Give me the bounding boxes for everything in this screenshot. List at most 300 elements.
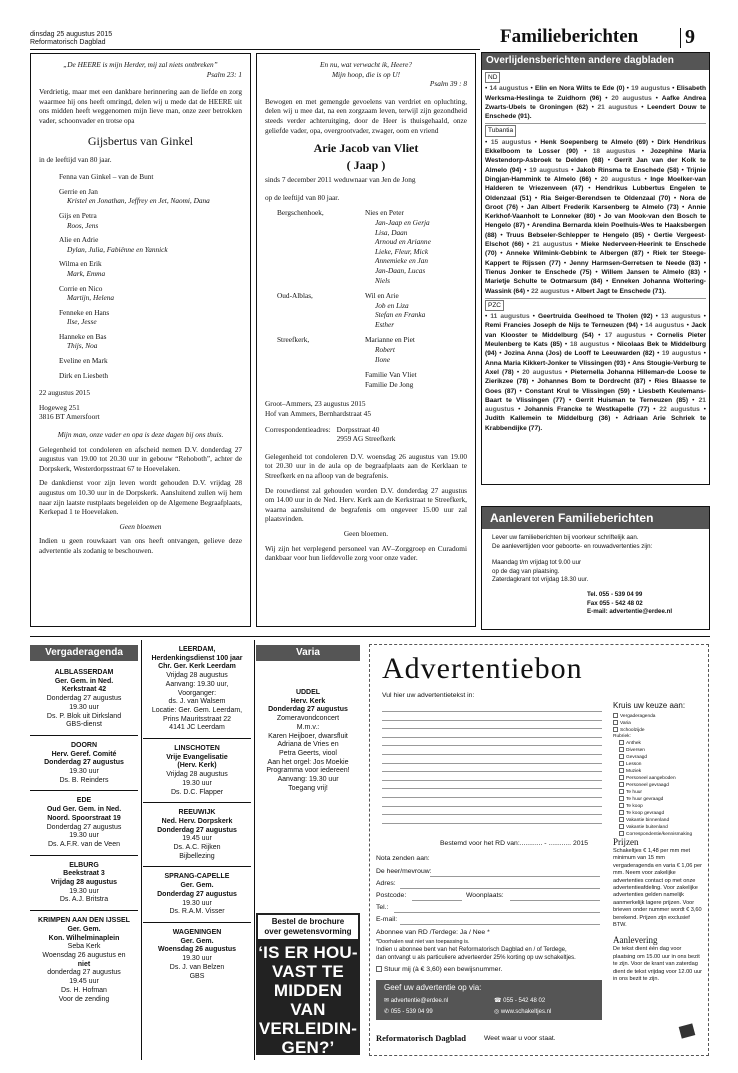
proof-copy-option[interactable] [376,965,502,974]
entry-text: Jan Albert Frederik Karsenberg te Almelo (73) [526,203,679,211]
death-entry: • Jan Albert Frederik Karsenberg te Almelo (73) [517,203,679,211]
varia-item-line: M.m.v.: [296,723,320,731]
family-member [59,284,242,303]
choice-label: Te koop [626,803,643,809]
choice-checkbox[interactable] [619,831,624,836]
varia-item [256,663,360,798]
death-entry: • 19 augustus • Anna Maria Kikkert-Jonker te Vlissingen (93) [485,350,706,367]
family-member [59,308,242,327]
widower-line: sinds 7 december 2011 weduwnaar van Jen de Jong [265,175,416,185]
choice-option[interactable] [613,727,705,734]
choice-option[interactable] [613,747,705,754]
notice-footer: Indien u geen rouwkaart van ons heeft ontvangen, gelieve deze advertentie als zodanig te beschouwen. [39,536,242,555]
agenda-item-heading: Chr. Ger. Kerk Leerdam [158,663,236,671]
varia-item-line: Toegang vrij! [288,784,328,792]
family-line: Gijs en Petra [59,210,97,220]
region-header [485,71,706,84]
signature [365,370,467,389]
agenda-item-heading: Ger. Gem. [67,925,101,933]
page-section-title: Familieberichten [500,26,639,47]
entry-text: Marietje Schulte te Ootmarsum (84) [485,278,603,286]
agenda-item [143,867,251,923]
entry-text: Anna Maria Kikkert-Jonker te Vlissingen (93) [485,359,626,367]
death-entry: • 21 augustus • Leendert Douw te Enschede (91). [485,103,706,121]
strike-note: *Doorhalen wat niet van toepassing is. [376,939,470,945]
entry-date: 18 augustus [569,341,610,349]
signature-line1: Familie Van Vliet [365,370,417,380]
choice-option[interactable] [613,761,705,768]
death-entry: • Jozina Anna (Jos) de Looff te Leeuwarden (82) [496,350,655,358]
death-notice-van-ginkel [30,53,251,627]
varia-item-line: Aan het orgel: Jos Moekie [267,758,349,766]
corr-line2: 2959 AG Streefkerk [336,434,396,444]
entry-text: Johannes Bom te Dordrecht (87) [537,378,646,386]
death-entry: • Riek ter Steege-Kappert te Rijssen (77) [485,250,706,267]
contact-fax: Fax 055 - 542 48 02 [587,599,643,607]
death-entry: • Truus Bebseler-Schlepper te Hengelo (85) [496,231,645,239]
region-code: Tubantia [485,125,516,136]
agenda-item-line: 19.30 uur [182,955,212,963]
page-number: 9 [685,26,695,48]
choice-label: Personeel aangeboden [626,775,676,781]
family-line: Eveline en Mark [59,356,108,366]
email-field[interactable] [400,924,600,925]
brochure-heading-line2: over gewetensvorming [264,927,352,936]
agenda-item-heading: Vrije Evangelisatie [166,753,228,761]
delivery-title: Aanlevering [613,935,658,946]
choice-option[interactable] [613,720,705,727]
agenda-item [143,923,251,986]
agenda-item-line: 19.45 uur [69,978,99,986]
choice-label: Vakantie binnenland [626,817,670,823]
choice-label: Gevraagd [626,754,648,760]
home-address-line2: 3816 BT Amersfoort [39,412,100,422]
grandchildren-line: Mark, Emma [67,268,106,278]
agenda-item-line: Ds. A.C. Rijken [173,844,221,852]
agenda-item [143,739,251,803]
region-code: PZC [485,300,504,311]
corr-line1: Dorpsstraat 40 [336,424,380,434]
name-field[interactable] [430,876,600,877]
entry-date: 21 augustus [597,103,638,111]
family-member [59,211,242,230]
agenda-item-heading: Donderdag 27 augustus [157,826,237,834]
grandchildren-line: Martijn, Helena [67,293,115,303]
brochure-heading [258,915,358,939]
entry-text: Mieke Nederveen-Heerink te Enschede (70) [485,241,706,258]
death-entry: • 21 augustus • Johannis Francke te Westkapelle (77) [485,396,706,414]
group-place: Streefkerk, [277,335,310,345]
death-entry: • 19 augustus • Jakob Rinsma te Enschede (58) [521,166,679,174]
column-divider [254,640,255,1060]
group-sub: Niels [375,275,390,285]
varia-item-heading: UDDEL [295,689,321,696]
choice-option[interactable] [613,810,705,817]
ad-text-line[interactable] [382,711,602,712]
entry-text: Nicolaas Bek te Middelburg (94) [485,341,706,358]
agenda-item-heading: Herv. Geref. Comité [51,750,117,758]
agenda-item-heading: Vrijdag 28 augustus [50,879,118,887]
grandchildren-line: Dylan, Julia, Fabiënne en Yannick [67,244,168,254]
delivery-text: De tekst dient één dag voor plaatsing om 15.00 uur in ons bezit te zijn. Voor de krant van zaterdag dient de tekst vrijdag voor 12.00 uur in ons bezit te zijn. [613,946,702,983]
choice-checkbox[interactable] [619,789,624,794]
group-sub: Lisa, Daan [375,227,408,237]
notice-date: 22 augustus 2015 [39,388,91,398]
submission-info-box [481,506,710,630]
brochure-title-line: ‘IS ER HOU- [258,943,358,962]
agenda-item-line: Donderdag 27 augustus [46,695,122,703]
discount-note-1: Indien u abonnee bent van het Reformatorisch Dagblad en / of Terdege, [376,947,567,953]
family-member [59,235,242,254]
entry-text: Pieternella Johanna Hilleman-de Loose te Zierikzee (78) [485,368,706,386]
info-line4: op de dag van plaatsing. [492,567,560,575]
choice-label: Diversen [626,747,645,753]
group-sub: Esther [375,319,395,329]
ad-text-line[interactable] [382,771,602,772]
entry-date: 18 augustus [592,148,636,156]
agenda-item [30,911,138,1009]
ad-text-line[interactable] [382,806,602,807]
submit-web-text: www.schakeltjes.nl [500,1009,552,1015]
ad-text-line[interactable] [382,814,602,815]
varia-item-line: Adriana de Vries en [277,741,339,749]
postcode-field[interactable] [412,900,462,901]
family-group [277,208,467,285]
agenda-item-heading: Oud Ger. Gem. in Ned. [46,806,122,814]
entry-text: Adriaan Arie Schriek te Krabbendijke (77). [485,415,706,432]
entry-date: 21 augustus [532,241,573,249]
death-entry: • Tienus Jonker te Enschede (75) [485,259,707,276]
info-line3: Maandag t/m vrijdag tot 9.00 uur [492,559,582,567]
choice-checkbox[interactable] [619,754,624,759]
agenda-item-heading: LINSCHOTEN [174,745,220,753]
submit-via-title: Geef uw advertentie op via: [384,983,482,992]
notice-condolence: Gelegenheid tot condoleren en afscheid nemen D.V. donderdag 27 augustus van 19.00 tot 20.30 uur in gebouw “Rehoboth”, achter de Dorpskerk, Westerdorpsstraat 67 te Hoevelaken. [39,444,242,473]
choice-label: Anthek [626,740,641,746]
signature-line2: Familie De Jong [365,379,414,389]
entry-date: 20 augustus [611,94,652,102]
choice-label: Vakantie buitenland [626,824,668,830]
grandchildren-line: Thijs, Noa [67,341,98,351]
phone-icon: ✆ [384,1009,390,1015]
family-line: Fenneke en Hans [59,307,110,317]
agenda-item-line: Prins Mauritsstraat 22 [162,715,232,723]
entry-text: Jack van Klooster te Middelburg (54) [485,322,706,339]
agenda-item-line: Ds. R.A.M. Visser [169,908,225,916]
entry-text: Cornelis Pieter Meulenberg te Kats (85) [485,331,706,349]
agenda-item-line: Ds. P. Blok uit Dirksland [46,712,122,720]
entry-text: Jenny Harmsen-Gerretsen te Neede (83) [569,259,701,267]
entry-date: 19 augustus [529,166,569,174]
notice-intro: Bewogen en met gemengde gevoelens van verdriet en opluchting, delen wij u mee dat, na een zorgzaam leven, terwijl zijn gezondheid steeds verder achteruitging, door de Heer is thuisgehaald, onze geliefde vader, opa, overgrootvader, zwager, oom en vriend [265,96,467,135]
brochure-title-line: MIDDEN VAN [273,981,343,1019]
choice-option[interactable] [613,782,705,789]
agenda-item [30,663,138,736]
agenda-item-heading: Herdenkingsdienst 100 jaar [151,654,243,662]
ad-text-line[interactable] [382,780,602,781]
entry-text: Gerrit Huisman te Terneuzen (85) [575,396,689,404]
choice-checkbox[interactable] [619,796,624,801]
group-head: Marianne en Piet [365,335,415,345]
family-line: Gerrie en Jan [59,186,98,196]
choice-checkbox[interactable] [619,782,624,787]
ad-text-line[interactable] [382,737,602,738]
agenda-item-heading: Donderdag 27 augustus [157,890,237,898]
notice-flowers: Geen bloemen [119,521,162,531]
submit-web[interactable] [494,1008,551,1016]
choice-option[interactable] [613,768,705,775]
choice-label: Lesson [626,761,642,767]
choice-option[interactable] [613,713,705,720]
correspondence-address [265,425,467,444]
agenda-item-heading: Kon. Wilhelminaplein [48,934,120,942]
death-entry: • Annie Kerkhof-Vaanholt te Lonneker (80) [485,203,706,221]
form-destined: Bestemd voor het RD van:............ - ............ 2015 [440,840,589,847]
death-entry: • 17 augustus • Cornelis Pieter Meulenberg te Kats (85) [485,331,706,349]
death-entry: • Johannes Bom te Dordrecht (87) [528,378,646,386]
entry-text: Liesbeth Keulemans-Baart te Vlissingen (77) [485,387,706,404]
death-entry: • Ria Seiger-Berendsen te Oldenzaal (70) [531,194,671,202]
choice-checkbox[interactable] [619,740,624,745]
choice-checkbox[interactable] [619,824,624,829]
choice-checkbox[interactable] [619,775,624,780]
choice-checkbox[interactable] [619,817,624,822]
email-icon: ✉ [384,998,390,1004]
agenda-item [143,803,251,867]
choice-label: Personeel gevraagd [626,782,669,788]
brochure-title-line: GEN?’ [281,1038,335,1057]
entry-text: Tienus Jonker te Enschede (75) [485,268,592,276]
agenda-item-line: Donderdag 27 augustus [46,823,122,831]
choice-option[interactable] [613,796,705,803]
death-notice-van-vliet [256,53,476,627]
choice-label: Vergaderagenda [620,713,656,719]
family-list [39,172,242,380]
info-line5: Zaterdagkrant tot vrijdag 18.30 uur. [492,576,589,584]
entry-text: Ria Seiger-Berendsen te Oldenzaal (70) [540,194,671,202]
choice-checkbox[interactable] [619,761,624,766]
entry-text: Judith Kallemein te Middelburg (36) [485,415,611,423]
death-entry: • 15 augustus • Henk Soepenberg te Almelo (69) [485,138,649,146]
entry-text: Elin en Nora Wilts te Ede (0) [534,85,625,93]
box-title: Aanleveren Familieberichten [482,507,709,529]
choice-list [613,713,705,838]
prices-title: Prijzen [613,837,639,847]
notice-condolence: Gelegenheid tot condoleren D.V. woensdag 26 augustus van 19.00 tot 20.30 uur in de aula op de begraafplaats aan de Kerklaan te Streefkerk en na afloop van de begrafenis. [265,451,467,480]
death-entry: • Arendina Bernarda klein Poelhuis-Wes te Haaksbergen (88) [485,222,706,239]
agenda-item-heading: Noord. Spoorstraat 19 [47,814,121,822]
death-entry: • Gertie Vergeest-Elschot (66) [485,231,707,249]
submit-phone-text: 055 - 539 04 99 [390,1009,433,1015]
column-divider [141,640,142,1060]
agenda-item-heading: DOORN [70,741,98,749]
entry-date: 11 augustus [490,313,530,321]
group-sub: Robert [375,345,395,355]
death-entry: • Adriaan Arie Schriek te Krabbendijke (77). [485,415,706,432]
contact-phone: Tel. 055 - 539 04 99 [587,590,643,598]
brochure-ad[interactable] [256,913,360,1071]
ad-text-line[interactable] [382,797,602,798]
agenda-column-1 [30,663,138,1009]
choice-checkbox[interactable] [619,768,624,773]
entry-text: Jakob Rinsma te Enschede (58) [576,166,679,174]
choice-option[interactable] [613,740,705,747]
agenda-item-line: 19.30 uur [69,703,99,711]
entry-text: Nora de Groot (76) [485,194,706,211]
home-address: Hof van Ammers, Bernhardstraat 45 [265,409,371,419]
entry-text: Jo van Mook-van den Bosch te Hengelo (87) [485,213,707,230]
varia-item-line: Petra Geerts, viool [279,749,337,757]
group-sub: Jan-Jaap en Gerja [375,217,430,227]
deceased-age: op de leeftijd van 80 jaar. [265,192,340,202]
choice-label: Te koop gevraagd [626,810,665,816]
city-field[interactable] [510,900,600,901]
agenda-item-heading: LEERDAM, [178,646,216,653]
choice-option[interactable] [613,775,705,782]
contact-email: E-mail: advertentie@erdee.nl [587,608,673,616]
submit-fax-text: 055 - 542 48 02 [503,998,546,1004]
corr-label: Correspondentieadres: [265,424,331,434]
entry-text: Albert Jagt te Enschede (71). [575,287,667,295]
discount-note-2: dan ontvangt u als particuliere adverteerder 25% korting op uw schakeltjes. [376,955,576,961]
choice-label: Schoolzijde [620,727,645,733]
agenda-item-line: Vrijdag 28 augustus [166,771,228,779]
entry-text: Willem Jansen te Almelo (83) [601,268,700,276]
subscriber-question[interactable]: Abonnee van RD /Terdege: Ja / Nee * [376,929,490,936]
ad-text-line[interactable] [382,754,602,755]
family-group [277,335,467,364]
group-sub: Stefan en Franka [375,310,426,320]
death-entry: • Anneke Wilmink-Gebbink te Albergen (87) [496,250,644,258]
choice-checkbox[interactable] [613,720,618,725]
varia-item-line: Aanvang: 19.30 uur [277,776,339,784]
info-line1: Lever uw familieberichten bij voorkeur schriftelijk aan. [492,534,639,541]
ad-text-line[interactable] [382,788,602,789]
choice-checkbox[interactable] [613,727,618,732]
choice-option[interactable] [613,803,705,810]
advertisement-form [369,644,709,1056]
family-line: Alie en Adrie [59,235,99,245]
group-sub: Annemieke en Jan [375,256,429,266]
agenda-column-2 [143,640,251,986]
family-member [59,356,242,366]
box-title: Overlijdensberichten andere dagbladen [482,53,709,70]
death-entry: • 20 augustus • Pieternella Johanna Hilleman-de Loose te Zierikzee (78) [485,368,706,386]
ad-text-line[interactable] [382,823,602,824]
choice-checkbox[interactable] [619,810,624,815]
agenda-item-line: 19.45 uur [182,835,212,843]
death-entry: • 14 augustus • Jack van Klooster te Middelburg (54) [485,322,706,339]
choice-option[interactable] [613,824,705,831]
agenda-item-heading: Ned. Herv. Dorpskerk [161,817,233,825]
phone-label: Tel.: [376,904,389,911]
family-line: Hanneke en Bas [59,331,107,341]
scissors-icon [679,1023,696,1038]
phone-field[interactable] [394,912,600,913]
agenda-item-line: Voor de zending [58,995,110,1003]
ad-text-line[interactable] [382,763,602,764]
group-members [357,291,467,329]
deceased-age: in de leeftijd van 80 jaar. [39,154,112,164]
death-entry: • Constant Krul te Vlissingen (59) [516,387,630,395]
family-member [59,259,242,278]
choice-option[interactable] [613,817,705,824]
entry-text: Jozina Anna (Jos) de Looff te Leeuwarden (82) [504,350,655,358]
group-place: Bergschenhoek, [277,208,324,218]
ad-text-line[interactable] [382,745,602,746]
agenda-item-heading: Donderdag 27 augustus [44,759,124,767]
death-entry: • Liesbeth Keulemans-Baart te Vlissingen (77) [485,387,706,404]
agenda-item-line: Vrijdag 28 augustus [166,672,228,680]
agenda-item-line: Ds. J. van Belzen [169,963,225,971]
agenda-item-heading: Beekstraat 3 [63,870,105,878]
choice-option[interactable] [613,789,705,796]
notice-flowers: Geen bloemen. [343,528,389,538]
region-entries [485,138,706,296]
choice-label: Te huur [626,789,642,795]
entry-text: Anneke Wilmink-Gebbink te Albergen (87) [506,250,644,258]
death-entry: • 20 augustus • Inge Moelker-van Halderen te Vriezenveen (47) [485,175,706,193]
agenda-item-line: 19.30 uur [69,832,99,840]
varia-item-heading: Donderdag 27 augustus [268,706,348,714]
group-members [357,335,467,364]
grandchildren-line: Kristel en Jonathan, Jeffrey en Jet, Naomi, Dana [67,196,210,206]
entry-text: Elisabeth Werksma-Heslinga te Zuidhorn (96) [485,85,706,102]
proof-copy-label: Stuur mij (à € 3,60) een bewijsnummer. [384,966,503,973]
ad-text-line[interactable] [382,720,602,721]
death-entry: • Gerrit Jan van der Kolk te Almelo (94) [485,157,706,174]
entry-text: Enneken Johanna Woltering-Wassink (64) [485,278,706,295]
address-label: Adres: [376,880,396,887]
brochure-url[interactable]: www.mediawijzer.nl [277,1064,339,1071]
choice-option[interactable] [613,754,705,761]
entry-date: 13 augustus [660,313,701,321]
header-divider [680,28,681,48]
entry-date: 14 augustus [645,322,685,330]
entry-date: 19 augustus [661,350,702,358]
entry-date: 22 augustus [531,287,570,295]
city-label: Woonplaats: [466,892,504,899]
agenda-item-heading: Woensdag 26 augustus [157,946,237,954]
choice-checkbox[interactable] [613,713,618,718]
agenda-item-line: 19.30 uur [69,887,99,895]
agenda-item-line: Ds. H. Hofman [61,986,107,994]
proof-copy-checkbox[interactable] [376,966,382,972]
agenda-heading: Vergaderagenda [30,645,138,661]
agenda-item-heading: Kerkstraat 42 [61,686,107,694]
form-prompt: Vul hier uw advertentietekst in: [382,692,475,699]
agenda-item-heading: ALBLASSERDAM [54,669,114,676]
entry-text: Constant Krul te Vlissingen (59) [524,387,630,395]
region-header [485,124,706,137]
death-entry: • 22 augustus • Judith Kallemein te Middelburg (36) [485,406,706,423]
agenda-item-line: Bijbellezing [179,852,215,860]
submit-email[interactable] [384,997,448,1005]
family-line: Fenna van Ginkel – van de Bunt [59,172,154,182]
choice-checkbox[interactable] [619,803,624,808]
agenda-item-line: Ds. A.F.R. van de Veen [48,840,120,848]
postcode-label: Postcode: [376,892,407,899]
notice-quote-ref: Psalm 39 : 8 [429,79,467,89]
address-field[interactable] [400,888,600,889]
ad-text-line[interactable] [382,728,602,729]
choice-checkbox[interactable] [619,747,624,752]
death-entry: • Jenny Harmsen-Gerretsen te Neede (83) [560,259,701,267]
entry-text: Inge Moelker-van Halderen te Vriezenveen (47) [485,175,706,193]
form-title: Advertentiebon [382,652,583,685]
death-entry: • 18 augustus • Nicolaas Bek te Middelburg (94) [485,341,706,358]
home-address-line1: Hogeweg 251 [39,402,80,412]
